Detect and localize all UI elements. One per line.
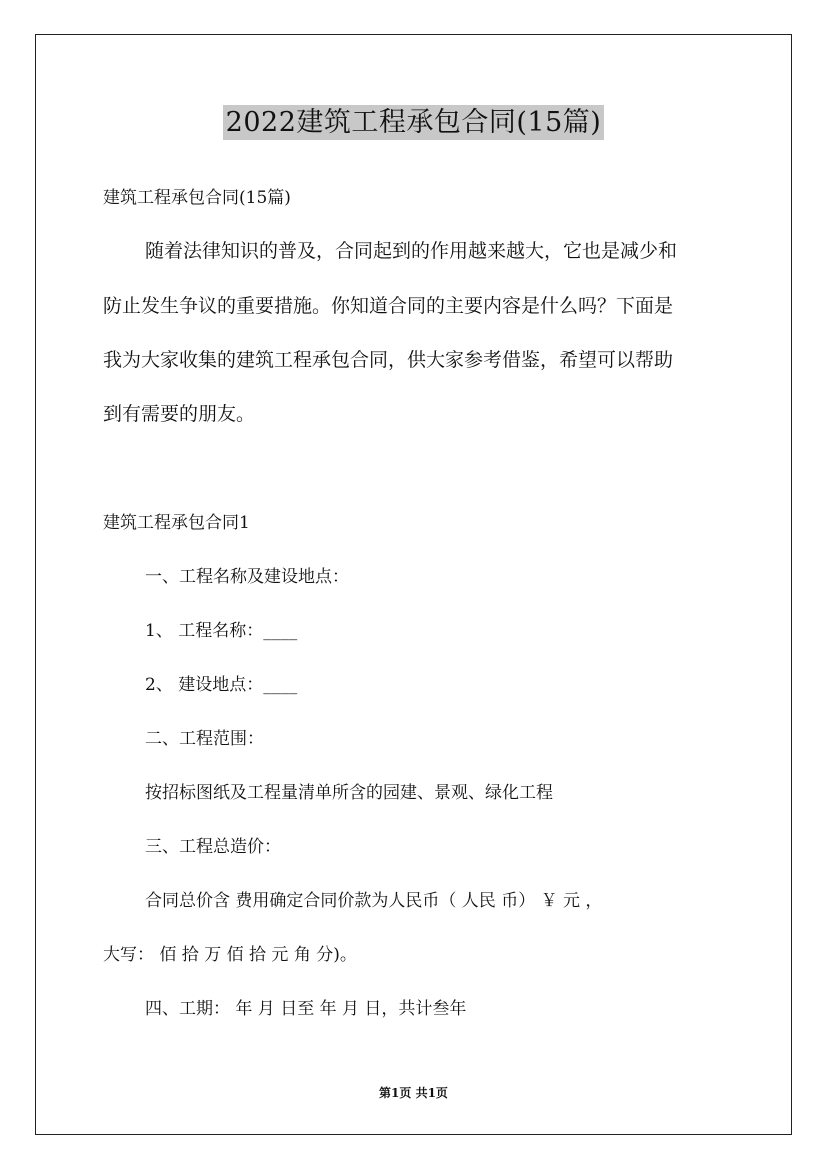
body-line-3: 2、 建设地点：____ <box>145 675 298 695</box>
body-line-6: 三、工程总造价： <box>145 837 281 857</box>
page-number-footer: 第1页 共1页 <box>379 1086 448 1100</box>
intro-line-4: 到有需要的朋友。 <box>103 403 256 425</box>
body-line-5: 按招标图纸及工程量清单所含的园建、景观、绿化工程 <box>145 783 553 803</box>
body-line-1: 一、工程名称及建设地点： <box>145 567 349 587</box>
body-line-2: 1、 工程名称：____ <box>145 621 298 641</box>
body-line-7: 合同总价含 费用确定合同价款为人民币（ 人民 币） ￥ 元 ， <box>145 891 603 911</box>
section-heading: 建筑工程承包合同1 <box>103 513 250 533</box>
body-line-4: 二、工程范围： <box>145 729 264 749</box>
document-subtitle: 建筑工程承包合同(15篇) <box>103 188 291 208</box>
intro-line-2: 防止发生争议的重要措施。你知道合同的主要内容是什么吗？下面是 <box>103 295 674 317</box>
body-line-9: 四、工期： 年 月 日至 年 月 日，共计叁年 <box>145 999 467 1019</box>
intro-line-1: 随着法律知识的普及，合同起到的作用越来越大，它也是减少和 <box>145 240 678 262</box>
intro-line-3: 我为大家收集的建筑工程承包合同，供大家参考借鉴，希望可以帮助 <box>103 349 674 371</box>
body-line-8: 大写： 佰 拾 万 佰 拾 元 角 分)。 <box>103 945 357 965</box>
document-title-container <box>0 100 827 139</box>
document-title: 2022建筑工程承包合同(15篇) <box>223 105 605 140</box>
